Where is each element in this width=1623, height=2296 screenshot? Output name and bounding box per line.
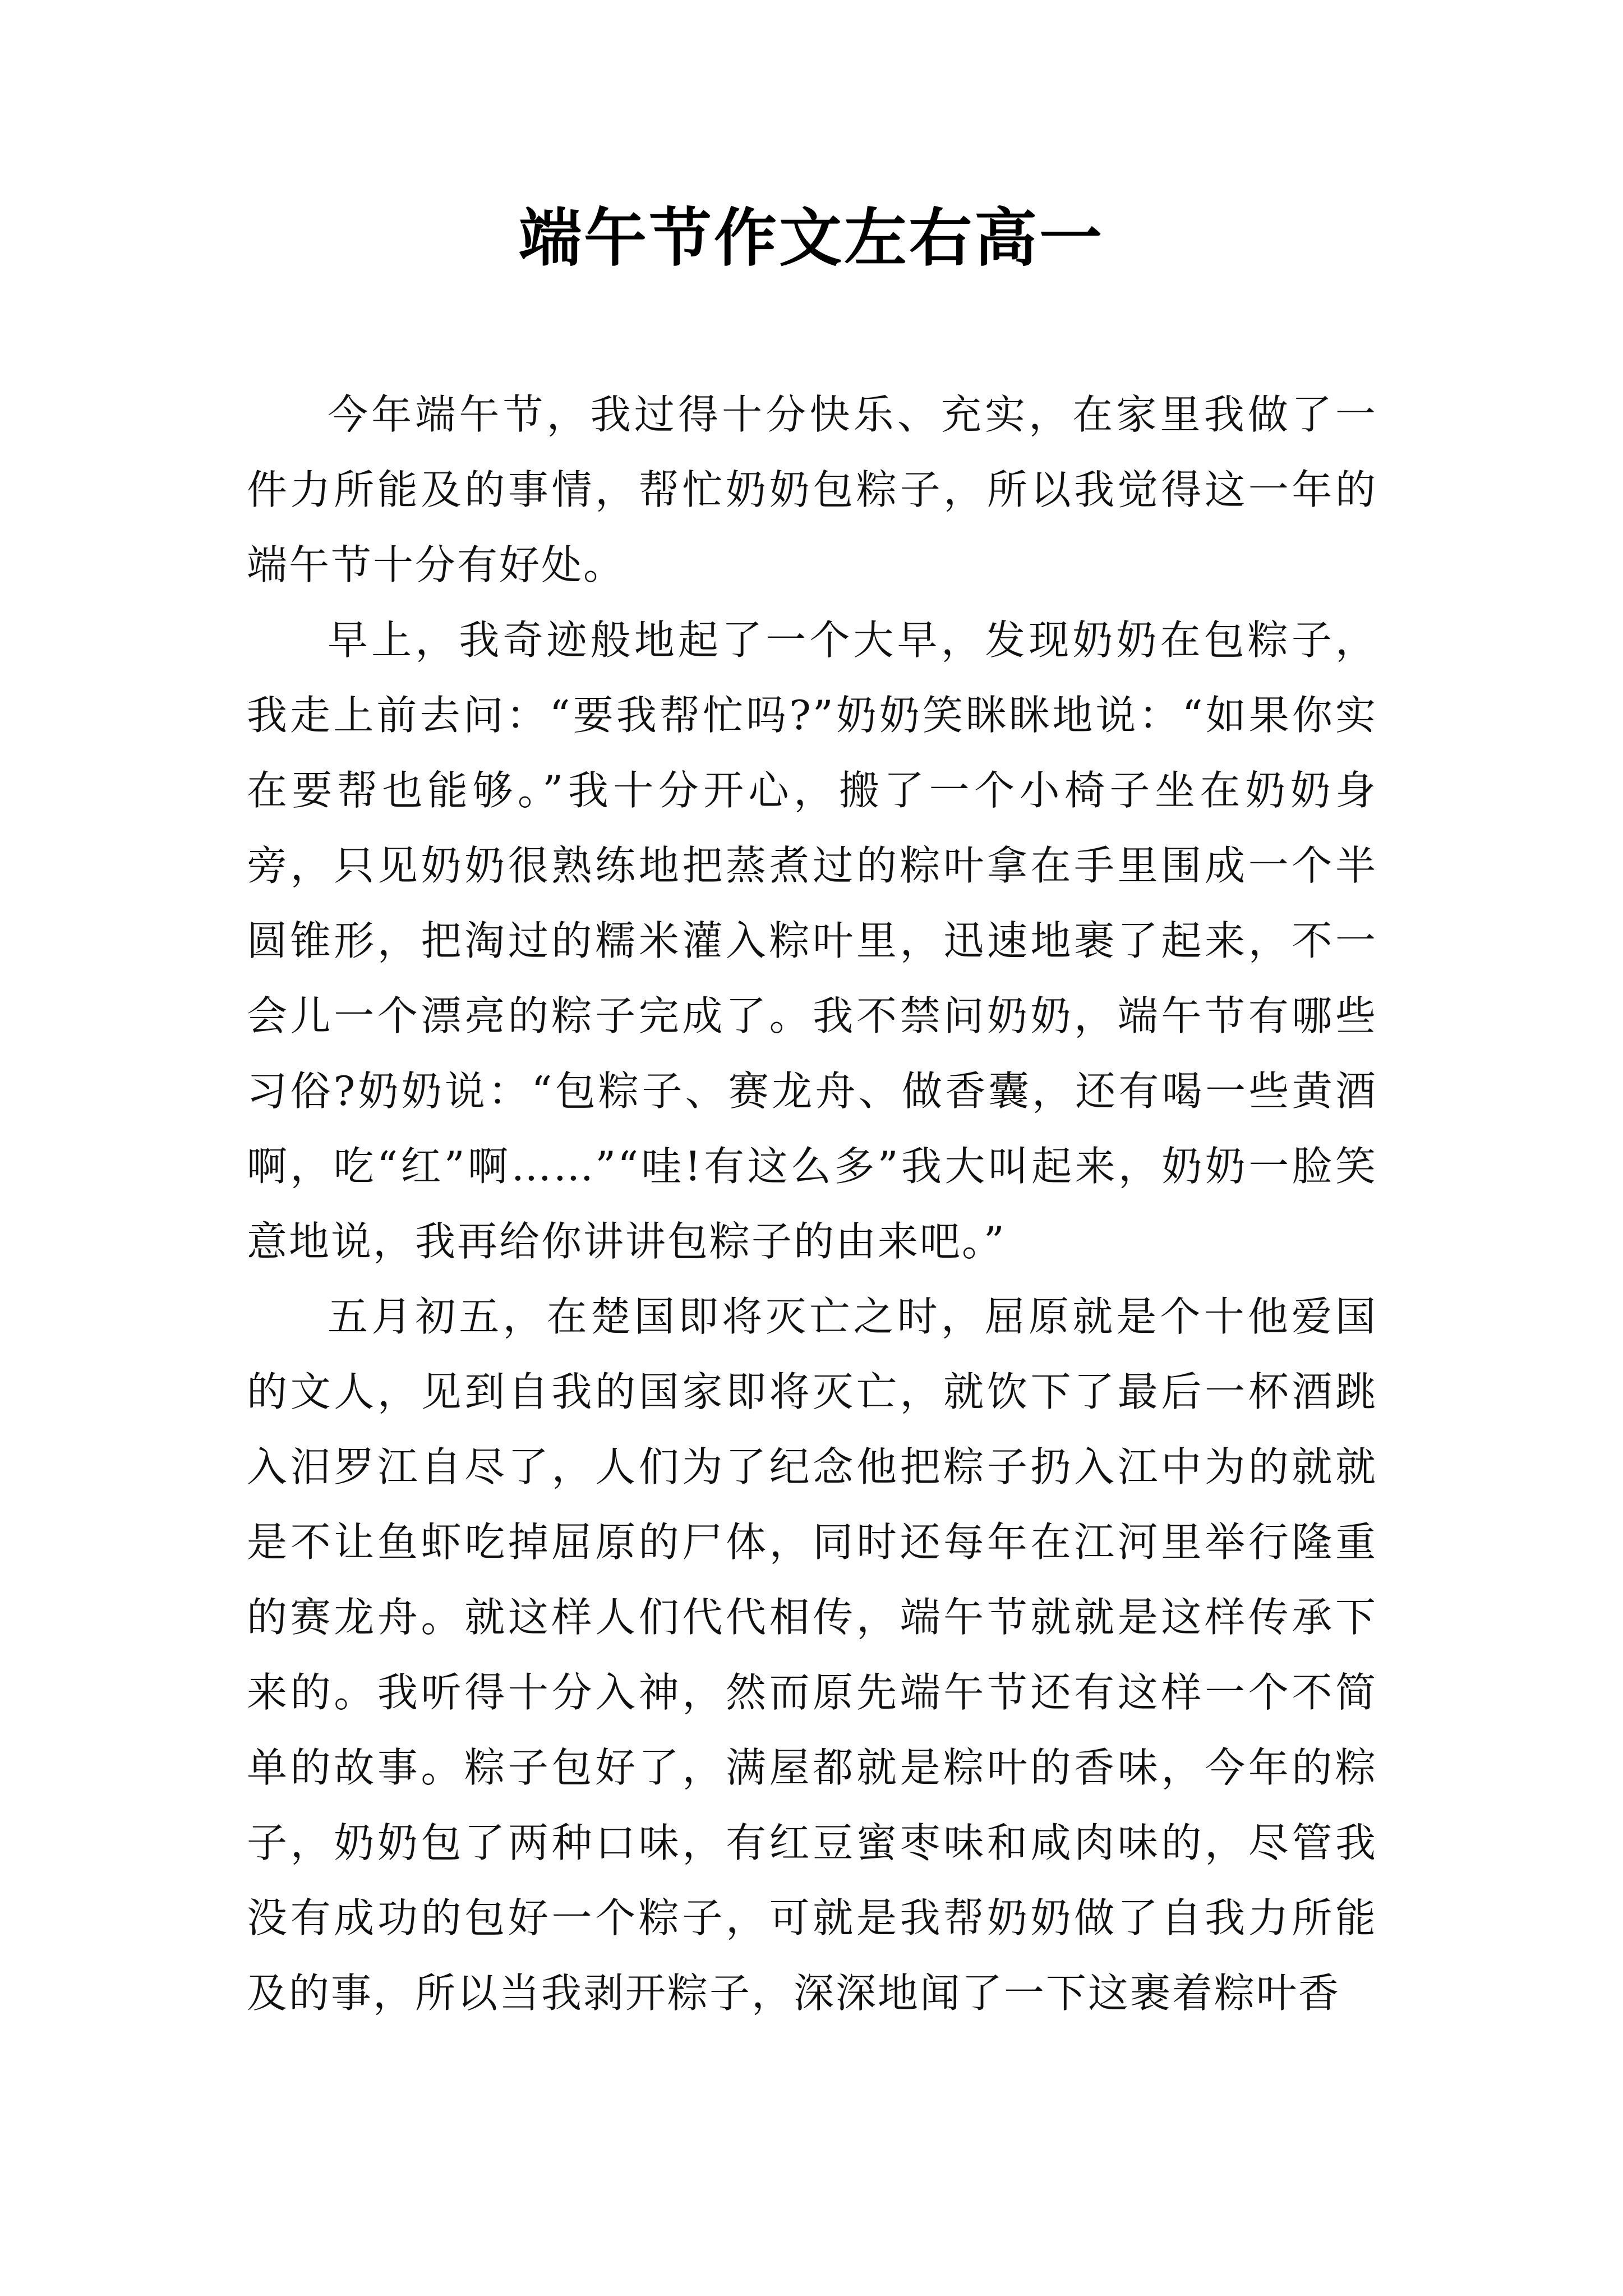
- document-body: [247, 377, 1377, 2031]
- paragraph-1: 今年端午节，我过得十分快乐、充实，在家里我做了一件力所能及的事情，帮忙奶奶包粽子，所以我觉得这一年的端午节十分有好处。: [247, 391, 1377, 588]
- paragraph-2: 早上，我奇迹般地起了一个大早，发现奶奶在包粽子，我走上前去问：“要我帮忙吗?”奶奶笑眯眯地说：“如果你实在要帮也能够。”我十分开心，搬了一个小椅子坐在奶奶身旁，只见奶奶很熟练地把蒸煮过的粽叶拿在手里围成一个半圆锥形，把淘过的糯米灌入粽叶里，迅速地裹了起来，不一会儿一个漂亮的粽子完成了。我不禁问奶奶，端午节有哪些习俗?奶奶说：“包粽子、赛龙舟、做香囊，还有喝一些黄酒啊，吃“红”啊……”“哇!有这么多”我大叫起来，奶奶一脸笑意地说，我再给你讲讲包粽子的由来吧。”: [247, 616, 1377, 1265]
- document-title: 端午节作文左右高一: [519, 201, 1104, 275]
- paragraph-3: 五月初五，在楚国即将灭亡之时，屈原就是个十他爱国的文人，见到自我的国家即将灭亡，就饮下了最后一杯酒跳入汨罗江自尽了，人们为了纪念他把粽子扔入江中为的就就是不让鱼虾吃掉屈原的尸体，同时还每年在江河里举行隆重的赛龙舟。就这样人们代代相传，端午节就就是这样传承下来的。我听得十分入神，然而原先端午节还有这样一个不简单的故事。粽子包好了，满屋都就是粽叶的香味，今年的粽子，奶奶包了两种口味，有红豆蜜枣味和咸肉味的，尽管我没有成功的包好一个粽子，可就是我帮奶奶做了自我力所能及的事，所以当我剥开粽子，深深地闻了一下这裹着粽叶香: [247, 1293, 1377, 2017]
